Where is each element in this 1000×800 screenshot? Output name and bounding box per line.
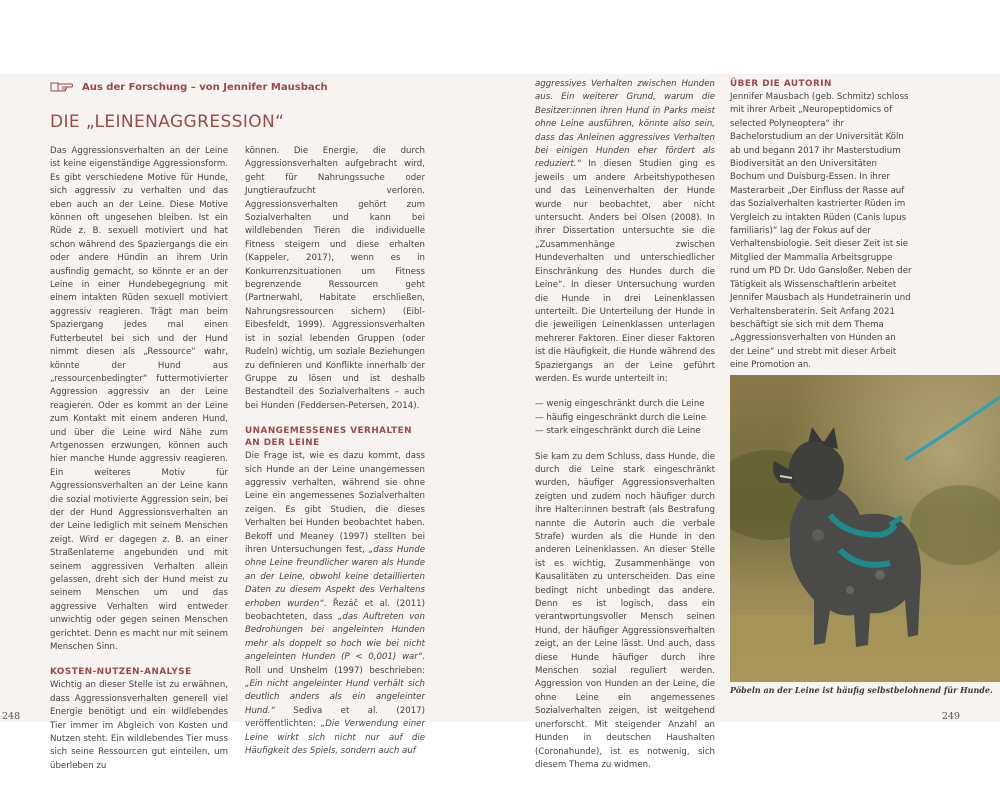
heading-kosten-nutzen: KOSTEN-NUTZEN-ANALYSE: [50, 667, 192, 678]
column-4: [730, 78, 912, 373]
leash-class-list: [535, 398, 715, 438]
photo-caption: Pöbeln an der Leine ist häufig selbstbelohnend für Hunde.: [730, 685, 993, 695]
col1-paragraph-2: Wichtig an dieser Stelle ist zu erwähnen, dass Aggressionsverhalten generell viel Energie benötigt und ein wildlebendes Tier immer im Abgleich von Kosten und Nutzen steht. Ein wildlebendes Tier muss sich seine Ressourcen gut einteilen, um überleben zu: [50, 680, 228, 771]
quote-sediva-cont: aggressives Verhalten zwischen Hunden aus. Ein weiterer Grund, warum die Besitzer:innen ihren Hund in Parks meist ohne Leine ausführen, könnte also sein, dass das Anleinen aggressives Verhalten bei einigen Hunden eher fördert als reduziert.“: [535, 79, 715, 170]
quote-bekoff: „dass Hunde ohne Leine freundlicher waren als Hunde an der Leine, obwohl keine detaillierten Daten zu diesem Aspekt des Verhaltens erhoben wurden“: [245, 544, 425, 609]
page-number-left: 248: [2, 711, 21, 722]
col3-paragraph-1: [535, 78, 715, 386]
section-header: [50, 79, 328, 95]
col2-text-a: Die Frage ist, wie es dazu kommt, dass sich Hunde an der Leine unangemessen aggressiv verhalten, während sie ohne Leine ein angemessenes Sozialverhalten zeigen. Es gibt Studien, die dieses Verhalten bei Hunden beobachtet haben. Bekoff und Meaney (1997) stellten bei ihren Untersuchungen fest,: [245, 451, 425, 555]
column-2: [245, 145, 425, 758]
col2-text-b: . Řezáč et al. (2011) beobachteten, dass: [245, 598, 425, 622]
page-number-right: 249: [941, 711, 960, 722]
quote-roll: „Ein nicht angeleinter Hund verhält sich deutlich anders als ein angeleinter Hund.“: [245, 679, 425, 716]
author-bio: Jennifer Mausbach (geb. Schmitz) schloss mit ihrer Arbeit „Neuropeptidomics of selected Polyneoptera“ ihr Bachelorstudium an der Universität Köln ab und begann 2017 ihr Masterstudium Biodiversität an den Universitäten Bochum und Duisburg-Essen. In ihrer Masterarbeit „Der Einfluss der Rasse auf das Sozialverhalten kastrierter Rüden im Vergleich zu intakten Rüden (Canis lupus familiaris)“ lag der Fokus auf der Verhaltensbiologie. Seit dieser Zeit ist sie Mitglied der Mammalia Arbeitsgruppe rund um PD Dr. Udo Gansloßer. Neben der Tätigkeit als Wissenschaftlerin arbeitet Jennifer Mausbach als Hundetrainerin und Verhaltensberaterin. Seit Anfang 2021 beschäftigt sie sich mit dem Thema „Aggressionsverhalten von Hunden an der Leine“ und strebt mit dieser Arbeit eine Promotion an.: [730, 92, 912, 371]
heading-ueber-die-autorin: ÜBER DIE AUTORIN: [730, 79, 832, 89]
header-text: Aus der Forschung – von Jennifer Mausbach: [82, 81, 328, 93]
col3-text-1: In diesen Studien ging es jeweils um andere Arbeitshypothesen und das Leinenverhalten der Hunde wurde nur beobachtet, aber nicht untersucht. Anders bei Olsen (2008). In ihrer Dissertation untersuchte sie die „Zusammenhänge zwischen Hundeverhalten und unterschiedlicher Einschränkung des Hundes durch die Leine“. In dieser Untersuchung wurden die Hunde in drei Leinenklassen unterteilt. Die Unterteilung der Hunde in die jeweiligen Leinenklassen unterlagen mehrerer Faktoren. Einer dieser Faktoren ist die Häufigkeit, die Hunde während des Spaziergangs an der Leine geführt werden. Es wurde unterteilt in:: [535, 159, 715, 384]
list-item: — stark eingeschränkt durch die Leine: [535, 426, 701, 437]
list-item: — wenig eingeschränkt durch die Leine: [535, 399, 705, 410]
col2-text-c: . Roll und Unshelm (1997) beschrieben:: [245, 652, 425, 676]
dog-photo: [730, 375, 1000, 682]
col1-paragraph-1: Das Aggressionsverhalten an der Leine ist keine eigenständige Aggressionsform. Es gibt verschiedene Motive für Hunde, sich aggressiv zu verhalten und das eben auch an der Leine. Diese Motive können oft ungesehen bleiben. Ist ein Rüde z. B. sexuell motiviert und hat schon während des Spaziergangs die ein oder andere Hündin an ihrem Urin ausfindig gemacht, so könnte er an der Leine in einer Hundebegegnung mit einem intakten Rüden sexuell motiviert aggressiv reagieren. Trägt man beim Spaziergang jedes mal einen Futterbeutel bei sich und der Hund nimmt diesen als „Ressource“ wahr, könnte der Hund aus „ressourcenbedingter“ futtermotivierter Aggression aggressiv an der Leine reagieren. Oder es kommt an der Leine zum Kontakt mit einem anderen Hund, und über die Leine wird Nähe zum Artgenossen erzwungen, können auch hier manche Hunde aggressiv reagieren. Ein weiteres Motiv für Aggressionsverhalten an der Leine kann die sozial motivierte Aggression sein, bei der der Hund Aggressionsverhalten an der Leine lediglich mit seinem Menschen zeigt. Wird er dagegen z. B. an einer Straßenlaterne angebunden und mit seinem aggressiven Verhalten allein gelassen, dreht sich der Hund meist zu seinem Menschen um und das aggressive Verhalten wird entweder unwichtig oder gegen seinen Menschen gerichtet. Denn es macht nur mit seinem Menschen Sinn.: [50, 146, 228, 653]
list-item: — häufig eingeschränkt durch die Leine: [535, 412, 706, 423]
column-1: [50, 145, 228, 773]
heading-unangemessenes-verhalten: UNANGEMESSENES VERHALTEN AN DER LEINE: [245, 426, 413, 449]
col2-paragraph-1: können. Die Energie, die durch Aggressionsverhalten aufgebracht wird, geht für Nahrungssuche oder Jungtieraufzucht verloren. Aggressionsverhalten gehört zum Sozialverhalten und kann bei wildlebenden Tieren die individuelle Fitness steigern und diese erhalten (Kappeler, 2017), wenn es in Konkurrenzsituationen um Fitness begrenzende Ressourcen geht (Partnerwahl, Habitate erschließen, Nahrungsressourcen sichern) (Eibl-Eibesfeldt, 1999). Aggressionsverhalten ist in sozial lebenden Gruppen (oder Rudeln) wichtig, um soziale Beziehungen zu definieren und Konflikte innerhalb der Gruppe zu lösen und ist deshalb Bestandteil des Sozialverhaltens – auch bei Hunden (Feddersen-Petersen, 2014).: [245, 146, 425, 411]
pointing-hand-icon: [50, 81, 74, 93]
quote-rezac: „das Auftreten von Bedrohungen bei angeleinten Hunden mehr als doppelt so hoch wie bei nicht angeleinten Hunden (P < 0,001) war“: [245, 612, 425, 663]
col3-paragraph-2: Sie kam zu dem Schluss, dass Hunde, die durch die Leine stark eingeschränkt wurden, häufiger Aggressionsverhalten zeigten und zudem noch häufiger durch ihre Halter:innen bestraft (als Bestrafung nannte die Autorin auch die verbale Strafe) wurden als die Hunde in den anderen Leinenklassen. An dieser Stelle ist es wichtig, Zusammenhänge von Kausalitäten zu unterscheiden. Das eine bedingt nicht unbedingt das andere. Denn es ist logisch, dass ein verantwortungsvoller Mensch seinen Hund, der häufiger Aggressionsverhalten zeigt, an der Leine lässt. Und auch, dass diese Hunde häufiger durch ihre Menschen sozial reguliert werden. Aggression von Hunden an der Leine, die ohne Leine ein angemessenes Sozialverhalten zeigen, ist weitgehend unerforscht. Mit steigender Anzahl an Hunden in deutschen Haushalten (Coronahunde), ist es notwenig, sich diesem Thema zu widmen.: [535, 451, 715, 770]
col2-text-d: Sediva et al. (2017) veröffentlichten:: [245, 705, 425, 730]
column-3: [535, 78, 715, 772]
quote-sediva: „Die Verwendung einer Leine wirkt sich nicht nur auf die Häufigkeit des Spiels, sondern auch auf: [245, 719, 425, 757]
article-title: DIE „LEINENAGGRESSION“: [50, 112, 285, 132]
col2-paragraph-2: [245, 450, 425, 758]
